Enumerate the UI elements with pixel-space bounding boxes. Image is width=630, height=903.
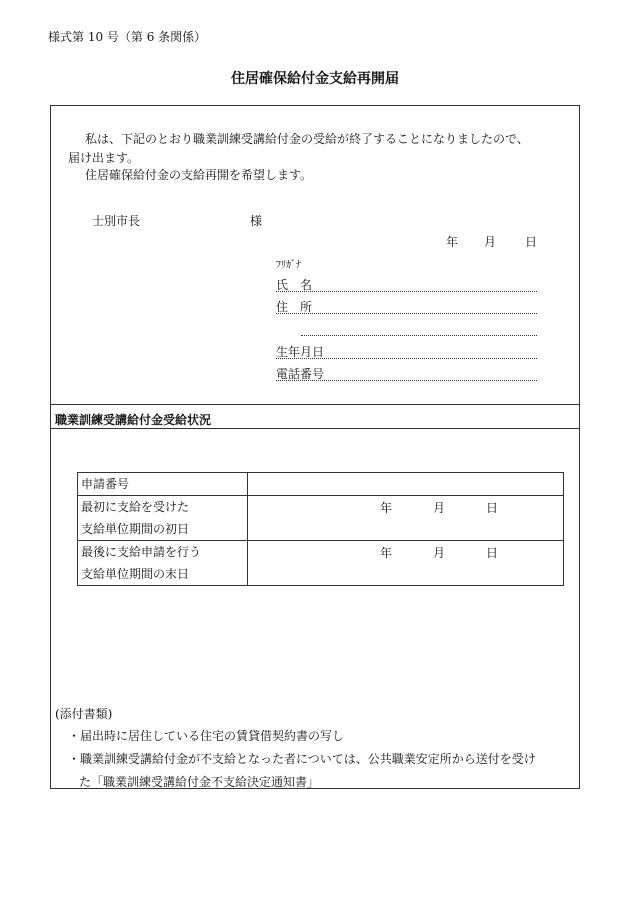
first-period-month-label: 月 bbox=[433, 501, 446, 515]
furigana-label: ﾌﾘｶﾞﾅ bbox=[276, 260, 301, 271]
attachment-item-2-line-2: た「職業訓練受講給付金不支給決定通知書」 bbox=[79, 775, 320, 789]
last-period-month-label: 月 bbox=[433, 546, 446, 560]
table-row bbox=[78, 496, 564, 541]
submit-month-label: 月 bbox=[484, 235, 497, 249]
birthdate-label: 生年月日 bbox=[276, 345, 325, 359]
name-field[interactable] bbox=[276, 291, 537, 292]
submit-day-label: 日 bbox=[525, 235, 538, 249]
submit-year-label: 年 bbox=[446, 235, 459, 249]
form-frame bbox=[50, 105, 580, 789]
section-heading: 職業訓練受講給付金受給状況 bbox=[55, 413, 212, 427]
first-period-date-field[interactable] bbox=[248, 496, 564, 541]
attachment-item-2-line-1: ・職業訓練受講給付金が不支給となった者については、公共職業安定所から送付を受け bbox=[68, 752, 536, 766]
last-period-label bbox=[78, 541, 248, 586]
last-period-year-label: 年 bbox=[380, 546, 393, 560]
address-label: 住 所 bbox=[276, 300, 313, 314]
form-number: 様式第 10 号（第 6 条関係） bbox=[48, 30, 207, 44]
table-row bbox=[78, 473, 564, 496]
status-table bbox=[77, 472, 564, 586]
intro-line-2: 届け出ます。 bbox=[68, 151, 140, 165]
first-period-label bbox=[78, 496, 248, 541]
first-period-label-line-2: 支給単位期間の初日 bbox=[81, 522, 190, 536]
address-field-line-1[interactable] bbox=[276, 313, 537, 314]
last-period-label-line-2: 支給単位期間の末日 bbox=[81, 567, 190, 581]
section-divider-bottom bbox=[50, 428, 579, 429]
intro-line-3: 住居確保給付金の支給再開を希望します。 bbox=[85, 168, 313, 182]
name-label: 氏 名 bbox=[276, 278, 313, 292]
intro-line-1: 私は、下記のとおり職業訓練受講給付金の受給が終了することになりましたので、 bbox=[85, 132, 529, 146]
application-number-label: 申請番号 bbox=[78, 473, 248, 496]
first-period-label-line-1: 最初に支給を受けた bbox=[81, 500, 190, 514]
last-period-date-field[interactable] bbox=[248, 541, 564, 586]
addressee-honorific: 様 bbox=[250, 214, 263, 228]
table-row bbox=[78, 541, 564, 586]
application-number-field[interactable] bbox=[248, 473, 564, 496]
phone-label: 電話番号 bbox=[276, 367, 325, 381]
addressee-name: 士別市長 bbox=[92, 214, 141, 228]
document-title: 住居確保給付金支給再開届 bbox=[231, 71, 399, 87]
address-field-line-2[interactable] bbox=[301, 335, 537, 336]
last-period-day-label: 日 bbox=[486, 546, 499, 560]
first-period-year-label: 年 bbox=[380, 501, 393, 515]
attachments-heading: (添付書類) bbox=[55, 707, 113, 721]
section-divider-top bbox=[50, 404, 579, 405]
first-period-day-label: 日 bbox=[486, 501, 499, 515]
phone-field[interactable] bbox=[276, 380, 537, 381]
last-period-label-line-1: 最後に支給申請を行う bbox=[81, 545, 202, 559]
attachment-item-1: ・届出時に居住している住宅の賃貸借契約書の写し bbox=[68, 729, 345, 743]
birthdate-field[interactable] bbox=[276, 358, 537, 359]
